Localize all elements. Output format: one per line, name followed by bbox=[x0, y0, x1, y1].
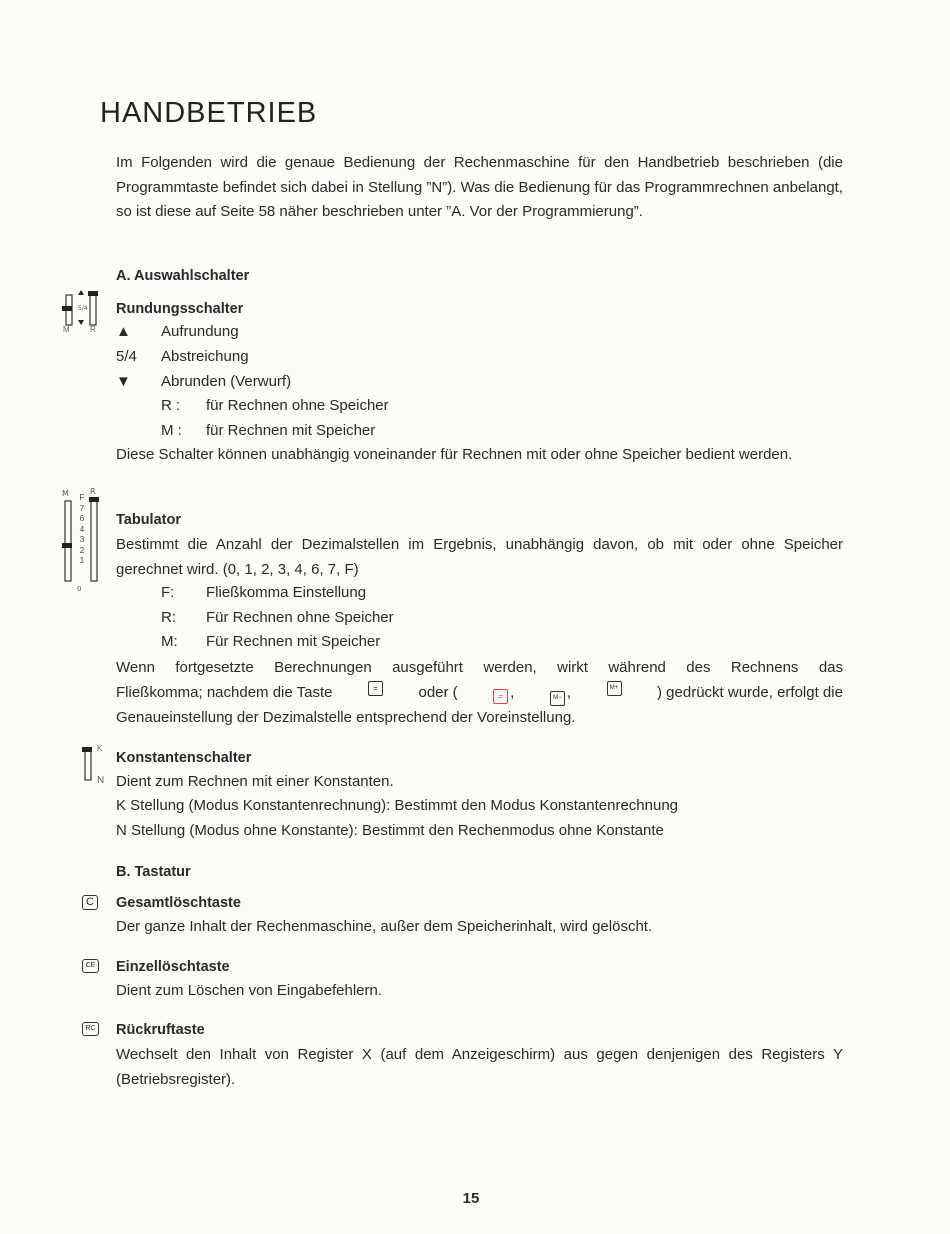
clear-entry-text: Dient zum Löschen von Eingabefehlern. bbox=[116, 982, 383, 999]
sub-value: Für Rechnen ohne Speicher bbox=[206, 609, 394, 626]
round-up-symbol: ▲ bbox=[116, 323, 131, 340]
svg-text:R: R bbox=[90, 487, 96, 496]
section-b-heading: B. Tastatur bbox=[116, 864, 191, 880]
rounding-item bbox=[116, 322, 239, 342]
tabulator-scale bbox=[77, 493, 87, 567]
tabulator-heading: Tabulator bbox=[116, 512, 181, 528]
scale-label: 3 bbox=[79, 535, 85, 544]
sub-key: F: bbox=[161, 584, 175, 601]
constant-n-label: N bbox=[97, 775, 105, 786]
scale-label: 1 bbox=[79, 556, 85, 565]
recall-heading: Rückruftaste bbox=[116, 1022, 205, 1038]
sub-key: M : bbox=[161, 422, 182, 439]
svg-text:M: M bbox=[62, 489, 69, 498]
wenn-line-2: Fließkomma; nachdem die Taste = oder ( = , M− , M+ ) gedrückt wurde, erfolgt die bbox=[116, 681, 843, 706]
text-fragment: ) gedrückt wurde, erfolgt die bbox=[657, 684, 843, 701]
clear-entry-key-icon: CE bbox=[82, 959, 99, 973]
text-fragment: oder ( bbox=[418, 684, 458, 701]
round-up-label: Aufrundung bbox=[161, 323, 239, 340]
svg-text:0: 0 bbox=[77, 585, 82, 593]
constant-line: K Stellung (Modus Konstantenrechnung): Bestimmt den Modus Konstantenrechnung bbox=[116, 797, 679, 814]
round-cut-label: Abstreichung bbox=[161, 348, 249, 365]
wenn-line-3: Genaueinstellung der Dezimalstelle entsprechend der Voreinstellung. bbox=[116, 709, 576, 726]
wenn-line-1: Wenn fortgesetzte Berechnungen ausgeführt werden, wirkt während des Rechnens das bbox=[116, 659, 843, 676]
svg-text:5/4: 5/4 bbox=[78, 305, 88, 312]
section-a-heading: A. Auswahlschalter bbox=[116, 268, 250, 284]
page-number: 15 bbox=[462, 1190, 480, 1207]
clear-key-text: Der ganze Inhalt der Rechenmaschine, außer dem Speicherinhalt, wird gelöscht. bbox=[116, 918, 653, 935]
rounding-r-label: R bbox=[90, 325, 96, 334]
rounding-item bbox=[116, 372, 291, 392]
rounding-note: Diese Schalter können unabhängig voneinander für Rechnen mit oder ohne Speicher bedient werden. bbox=[116, 446, 793, 463]
equals-key-icon: = bbox=[368, 681, 383, 696]
clear-key-heading: Gesamtlöschtaste bbox=[116, 895, 241, 911]
scale-label: 4 bbox=[79, 524, 85, 534]
red-equals-key-icon: = bbox=[493, 689, 508, 704]
recall-text: Wechselt den Inhalt von Register X (auf dem Anzeigeschirm) aus gegen denjenigen des Registers Y (Betriebsregister). bbox=[116, 1046, 843, 1088]
constant-line: Dient zum Rechnen mit einer Konstanten. bbox=[116, 773, 394, 790]
scale-label: 2 bbox=[79, 545, 85, 555]
text-fragment: Fließkomma; nachdem die Taste bbox=[116, 684, 333, 701]
tab-sub-m bbox=[161, 632, 380, 652]
tabulator-desc: Bestimmt die Anzahl der Dezimalstellen im Ergebnis, unabhängig davon, ob mit oder ohne Speicher gerechnet wird. (0, 1, 2, 3, 4, 6, 7, F) bbox=[116, 536, 843, 578]
m-minus-key-icon: M− bbox=[550, 691, 565, 706]
round-down-label: Abrunden (Verwurf) bbox=[161, 373, 292, 390]
constant-heading: Konstantenschalter bbox=[116, 750, 252, 766]
rounding-m-label: M bbox=[63, 325, 70, 334]
scale-label: F bbox=[79, 493, 85, 502]
clear-key-icon: C bbox=[82, 895, 98, 910]
sub-key: R: bbox=[161, 609, 176, 626]
sub-value: für Rechnen mit Speicher bbox=[206, 422, 376, 439]
sub-key: R : bbox=[161, 397, 181, 414]
constant-line: N Stellung (Modus ohne Konstante): Bestimmt den Rechenmodus ohne Konstante bbox=[116, 822, 664, 839]
round-cut-symbol: 5/4 bbox=[116, 348, 137, 365]
tab-sub-r bbox=[161, 608, 394, 628]
scale-label: 6 bbox=[79, 514, 85, 523]
rounding-sub-m bbox=[161, 421, 375, 441]
round-down-symbol: ▼ bbox=[116, 373, 131, 390]
rounding-heading: Rundungsschalter bbox=[116, 301, 244, 317]
clear-entry-heading: Einzellöschtaste bbox=[116, 959, 230, 975]
rounding-sub-r bbox=[161, 396, 389, 416]
rounding-item bbox=[116, 347, 249, 367]
page-title: HANDBETRIEB bbox=[100, 97, 318, 129]
scale-label: 7 bbox=[79, 503, 85, 513]
intro-paragraph: Im Folgenden wird die genaue Bedienung der Rechenmaschine für den Handbetrieb beschrieben (die Programmtaste befindet sich dabei in Stellung ”N”). Was die Bedienung für das Programmrechnen anbelangt, so ist diese auf Seite 58 näher beschrieben unter ”A. Vor der Programmierung”. bbox=[116, 154, 843, 221]
recall-key-icon: RC bbox=[82, 1022, 99, 1036]
constant-k-label: K bbox=[97, 744, 103, 753]
sub-value: Für Rechnen mit Speicher bbox=[206, 633, 381, 650]
sub-value: für Rechnen ohne Speicher bbox=[206, 397, 389, 414]
sub-value: Fließkomma Einstellung bbox=[206, 584, 367, 601]
sub-key: M: bbox=[161, 633, 178, 650]
tab-sub-f bbox=[161, 583, 366, 603]
m-plus-key-icon: M+ bbox=[607, 681, 622, 696]
